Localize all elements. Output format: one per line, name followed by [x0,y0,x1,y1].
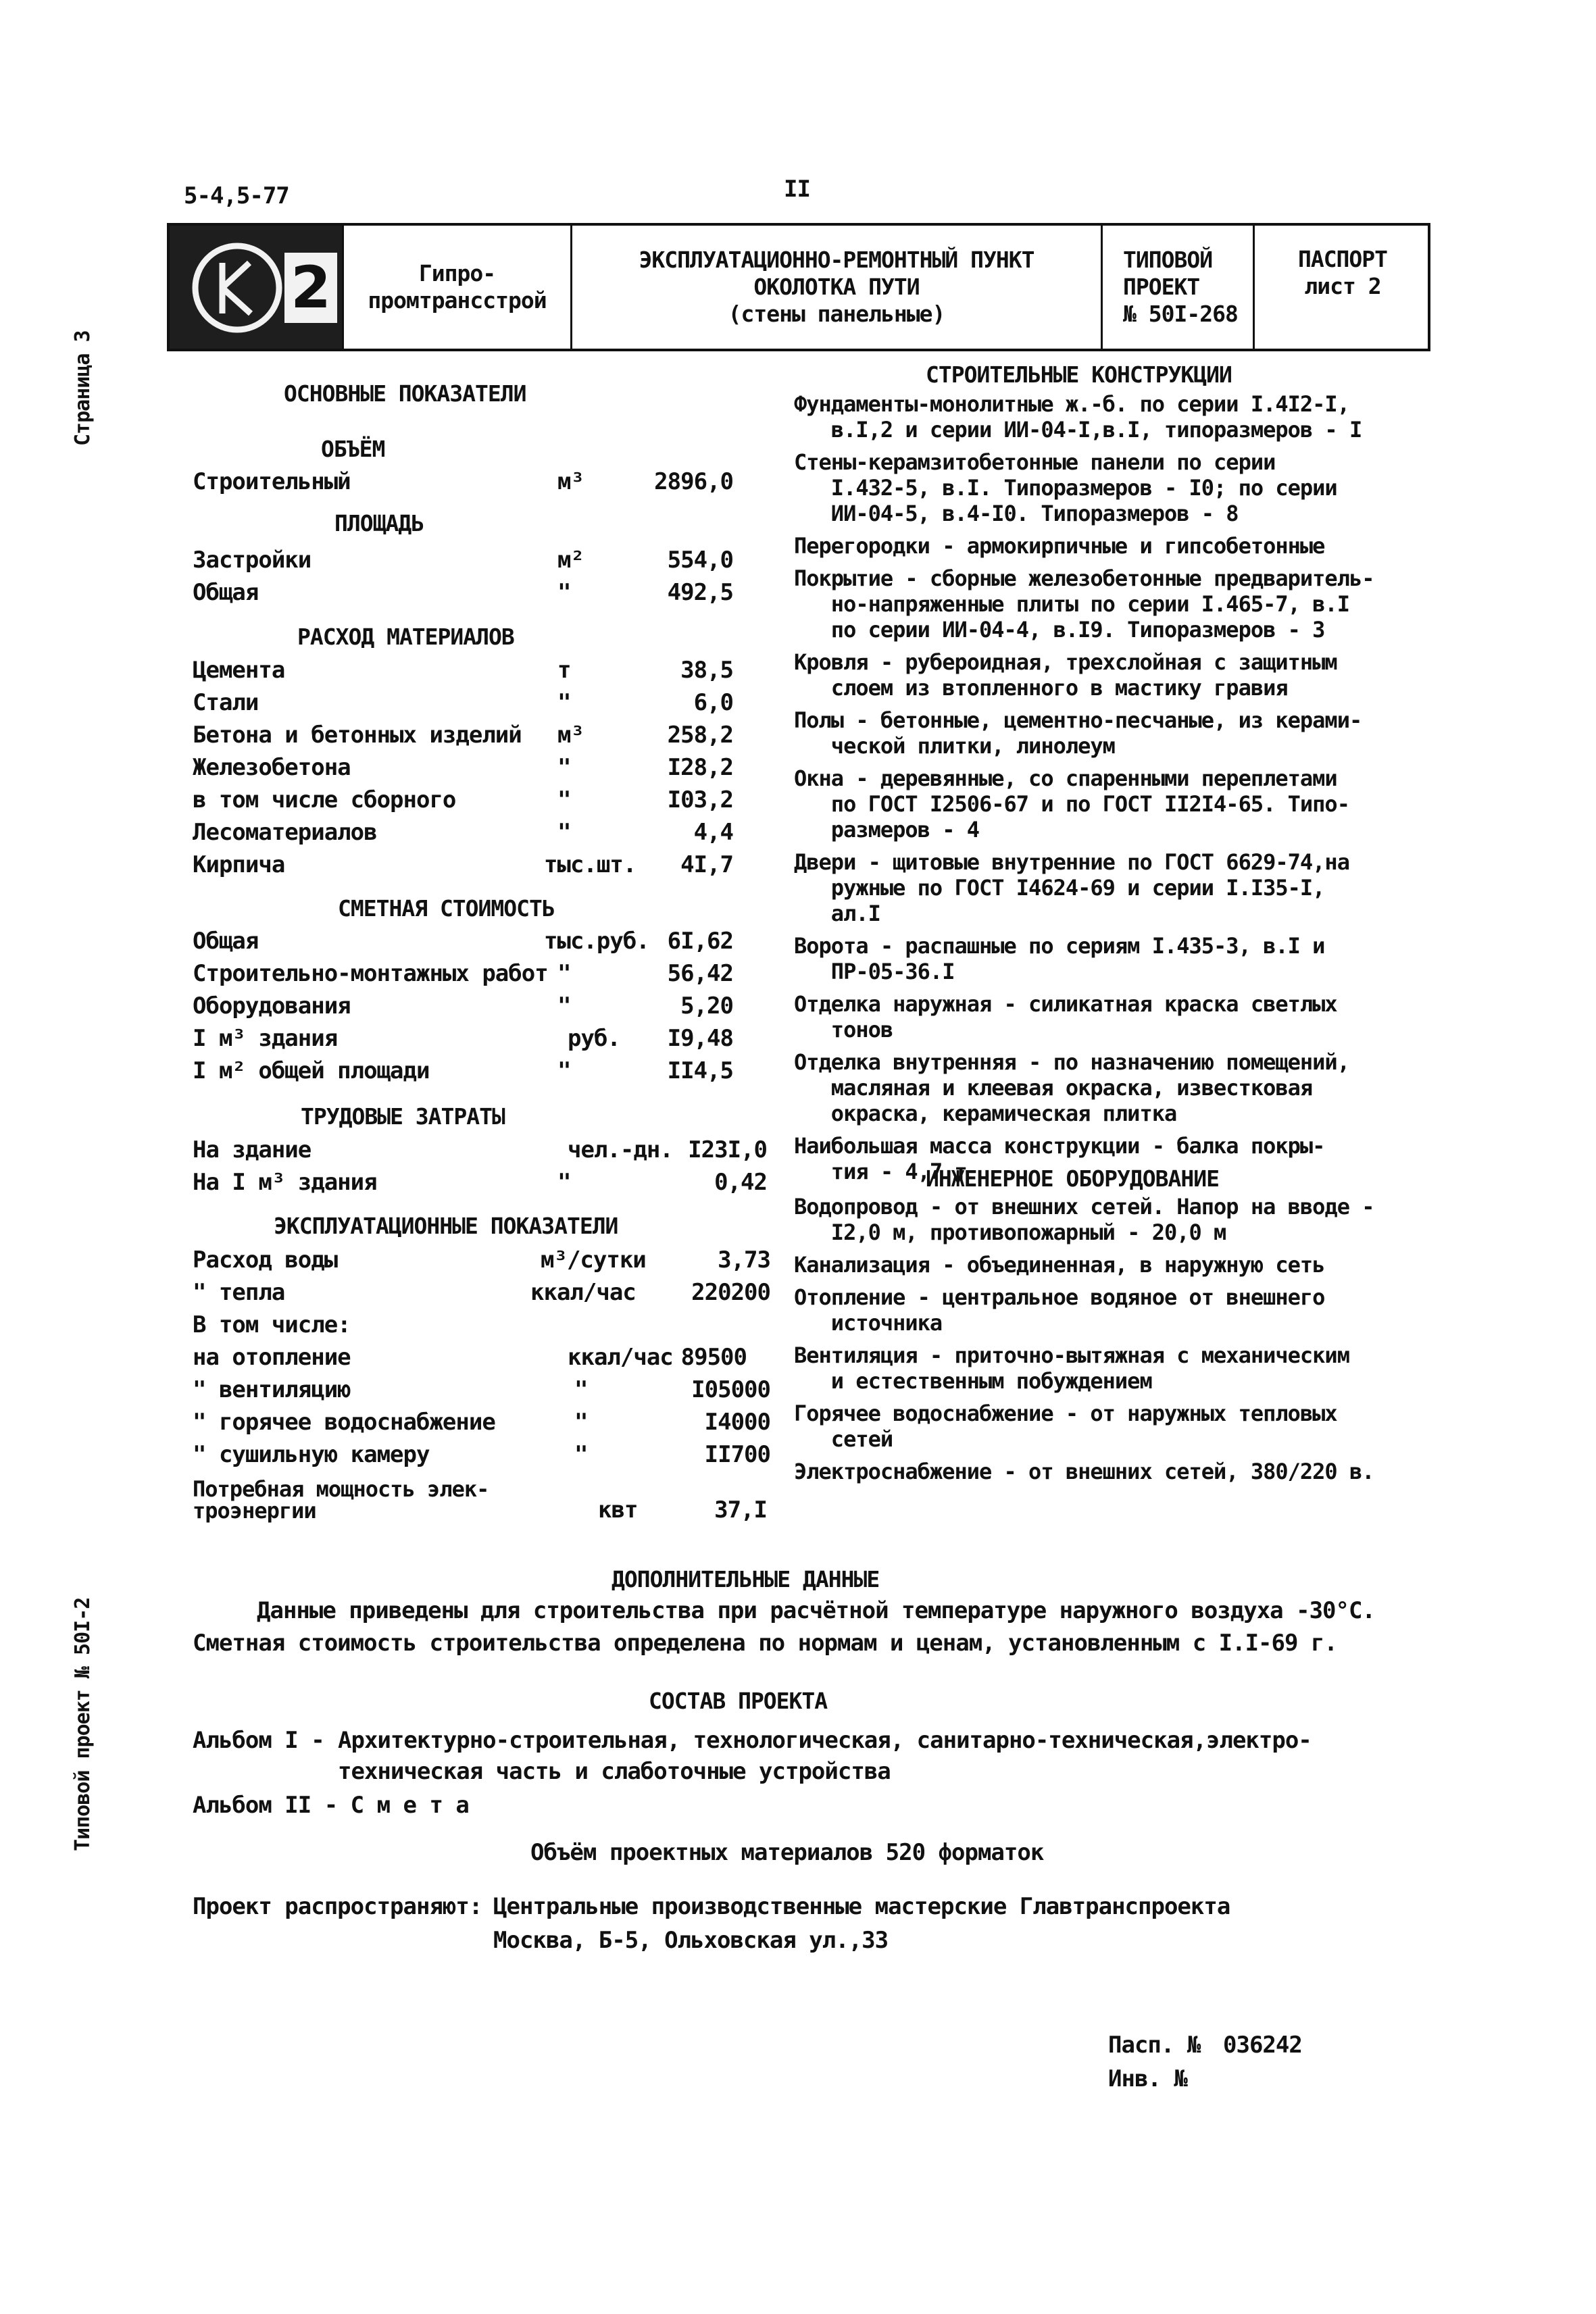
list-item-line: ИИ-04-5, в.4-I0. Типоразмеров - 8 [794,501,1239,526]
list-item-line: сетей [794,1426,893,1452]
list-item [794,933,1443,984]
project-cell [1103,226,1253,349]
list-item-line: I2,0 м, противопожарный - 20,0 м [794,1219,1226,1245]
list-item-line: Отделка внутренняя - по назначению помещений, [794,1049,1349,1075]
list-item-line: Вентиляция - приточно-вытяжная с механическим [794,1342,1349,1368]
org-cell [344,226,570,349]
org-line: промтрансстрой [368,287,547,313]
album-1-text: техническая часть и слаботочные устройства [338,1758,891,1785]
list-item [794,391,1443,443]
title-line: ОКОЛОТКА ПУТИ [753,274,920,300]
org-line: Гипро- [418,260,496,286]
list-item-line: в.I,2 и серии ИИ-04-I,в.I, типоразмеров - I [794,417,1362,443]
album-1-label: Альбом I - [193,1727,324,1754]
specifications-column [794,361,1443,1510]
project-line: ПРОЕКТ [1123,274,1200,300]
album-1-text: Архитектурно-строительная, технологическая, санитарно-техническая,электро- [338,1727,1312,1754]
power-unit: квт [598,1496,638,1524]
list-item [794,449,1443,526]
list-item-line: по серии ИИ-04-4, в.I9. Типоразмеров - 3 [794,617,1325,643]
list-item-line: ружные по ГОСТ I4624-69 и серии I.I35-I, [794,875,1325,901]
list-item [794,1284,1443,1336]
extra-line: Данные приведены для строительства при расчётной температуре наружного воздуха -30°С. [257,1597,1375,1624]
list-item-line: Окна - деревянные, со спаренными переплетами [794,765,1337,791]
passport-line: ПАСПОРТ [1297,246,1388,272]
list-item-line: Наибольшая масса конструкции - балка покры- [794,1133,1325,1159]
composition-heading: СОСТАВ ПРОЕКТА [649,1688,828,1714]
list-item [794,991,1443,1042]
project-line: ТИПОВОЙ [1123,247,1213,273]
volume-heading: ОБЪЁМ [321,436,385,462]
list-item-line: тонов [794,1017,893,1042]
ops-heading: ЭКСПЛУАТАЦИОННЫЕ ПОКАЗАТЕЛИ [274,1213,618,1239]
project-number: № 50I-268 [1123,301,1238,327]
title-line: (стены панельные) [728,301,945,327]
list-item-line: ПР-05-36.I [794,959,955,984]
passport-label: Пасп. № [1108,2032,1201,2059]
list-item [794,849,1443,926]
list-item-line: Кровля - рубероидная, трехслойная с защитным [794,649,1337,675]
main-indicators: ОСНОВНЫЕ ПОКАЗАТЕЛИ ОБЪЁМ Строительный м³ 2896,0 ПЛОЩАДЬ Застройки м² 554,0 Общая " 492,5 РАСХОД МАТЕРИАЛОВ Цемента т 38,5 Стали " 6,0 Бетона и бетонных изделий м³ 258,2 Железобетона " I28,2 в том числе сборного " I03,2 Лесоматериалов " 4,4 Кирпича тыс.шт. 4I,7 СМЕТНАЯ СТОИМОСТЬ Общая тыс.руб. 6I,62 Строительно-монтажных работ " 56,42 Оборудования " 5,20 I м³ здания руб. I9,48 I м² общей площади " II4,5 ТРУДОВЫЕ ЗАТРАТЫ На здание чел.-дн. I23I,0 На I м³ здания " 0,42 ЭКСПЛУАТАЦИОННЫЕ ПОКАЗАТЕЛИ Расход воды м³/сутки 3,73 " тепла ккал/час 220200 В том числе: на отопление ккал/час 89500 " вентиляцию " I05000 " горячее водоснабжение " I4000 " сушильную камеру " II700 Потребная мощность элек- троэнергии квт 37,I [193,380,770,1524]
list-item-line: Стены-керамзитобетонные панели по серии [794,449,1276,475]
list-item-line: Канализация - объединенная, в наружную сеть [794,1252,1325,1278]
passport-number: 036242 [1223,2032,1302,2059]
list-item [794,1194,1443,1245]
list-item-line: Покрытие - сборные железобетонные предваритель- [794,565,1374,591]
page-number: II [784,176,810,203]
list-item-line: I.432-5, в.I. Типоразмеров - I0; по серии [794,475,1337,501]
list-item [794,649,1443,701]
passport-sheet: лист 2 [1304,273,1381,299]
list-item [794,765,1443,842]
list-item-line: Двери - щитовые внутренние по ГОСТ 6629-74,на [794,849,1349,875]
list-item [794,1342,1443,1394]
logo-number: 2 [291,254,331,322]
section-heading: ОСНОВНЫЕ ПОКАЗАТЕЛИ [284,380,526,407]
equipment-heading: ИНЖЕНЕРНОЕ ОБОРУДОВАНИЕ [926,1165,1219,1192]
distribution-label: Проект распространяют: [193,1893,482,1920]
list-item [794,533,1443,559]
list-item-line: Водопровод - от внешних сетей. Напор на вводе - [794,1194,1374,1219]
album-2: Альбом II - С м е т а [193,1792,469,1819]
materials-heading: РАСХОД МАТЕРИАЛОВ [297,624,514,650]
list-item [794,1401,1443,1452]
cost-heading: СМЕТНАЯ СТОИМОСТЬ [338,895,555,922]
inventory-label: Инв. № [1108,2065,1187,2092]
power-value: 37,I [714,1496,767,1524]
list-item-line: слоем из втопленного в мастику гравия [794,675,1288,701]
list-item-line: по ГОСТ I2506-67 и по ГОСТ II2I4-65. Типо- [794,791,1349,817]
list-item [794,565,1443,643]
list-item-line: окраска, керамическая плитка [794,1101,1177,1126]
title-line: ЭКСПЛУАТАЦИОННО-РЕМОНТНЫЙ ПУНКТ [639,247,1034,273]
extra-line: Сметная стоимость строительства определена по нормам и ценам, установленным с I.I-69 г. [193,1630,1337,1657]
side-project-label: Типовой проект № 50I-2 [71,1597,95,1851]
list-item-line: Отделка наружная - силикатная краска светлых [794,991,1337,1017]
materials-volume: Объём проектных материалов 520 форматок [530,1839,1044,1866]
list-item [794,1459,1443,1484]
document-code: 5-4,5-77 [184,182,289,209]
list-item-line: размеров - 4 [794,817,979,842]
list-item-line: Перегородки - армокирпичные и гипсобетонные [794,533,1325,559]
list-item-line: Полы - бетонные, цементно-песчаные, из керами- [794,707,1362,733]
list-item-line: ческой плитки, линолеум [794,733,1115,759]
power-label-line: Потребная мощность элек- [193,1476,489,1502]
list-item [794,1049,1443,1126]
list-item [794,707,1443,759]
list-item-line: Фундаменты-монолитные ж.-б. по серии I.4I2-I, [794,391,1349,417]
list-item-line: масляная и клеевая окраска, известковая [794,1075,1313,1101]
list-item [794,1252,1443,1278]
constructions-heading: СТРОИТЕЛЬНЫЕ КОНСТРУКЦИИ [926,361,1232,388]
power-label-line: троэнергии [193,1498,316,1524]
distribution-line: Центральные производственные мастерские Главтранспроекта [493,1893,1230,1920]
labor-heading: ТРУДОВЫЕ ЗАТРАТЫ [301,1103,505,1130]
list-item-line: но-напряженные плиты по серии I.465-7, в.I [794,591,1349,617]
list-item-line: и естественным побуждением [794,1368,1152,1394]
side-page-label: Страница 3 [71,330,95,446]
list-item-line: источника [794,1310,943,1336]
list-item-line: Электроснабжение - от внешних сетей, 380/220 в. [794,1459,1374,1484]
list-item-line: тия - 4,7 т [794,1159,967,1184]
title-cell [572,226,1101,349]
list-item-line: Горячее водоснабжение - от наружных тепловых [794,1401,1337,1426]
extra-heading: ДОПОЛНИТЕЛЬНЫЕ ДАННЫЕ [612,1566,880,1592]
area-heading: ПЛОЩАДЬ [334,510,424,536]
logo [170,226,342,349]
title-block [167,223,1430,351]
list-item-line: Ворота - распашные по сериям I.435-3, в.I и [794,933,1325,959]
list-item-line: ал.I [794,901,880,926]
list-item-line: Отопление - центральное водяное от внешнего [794,1284,1325,1310]
distribution-line: Москва, Б-5, Ольховская ул.,33 [493,1927,889,1954]
passport-cell [1255,226,1430,349]
